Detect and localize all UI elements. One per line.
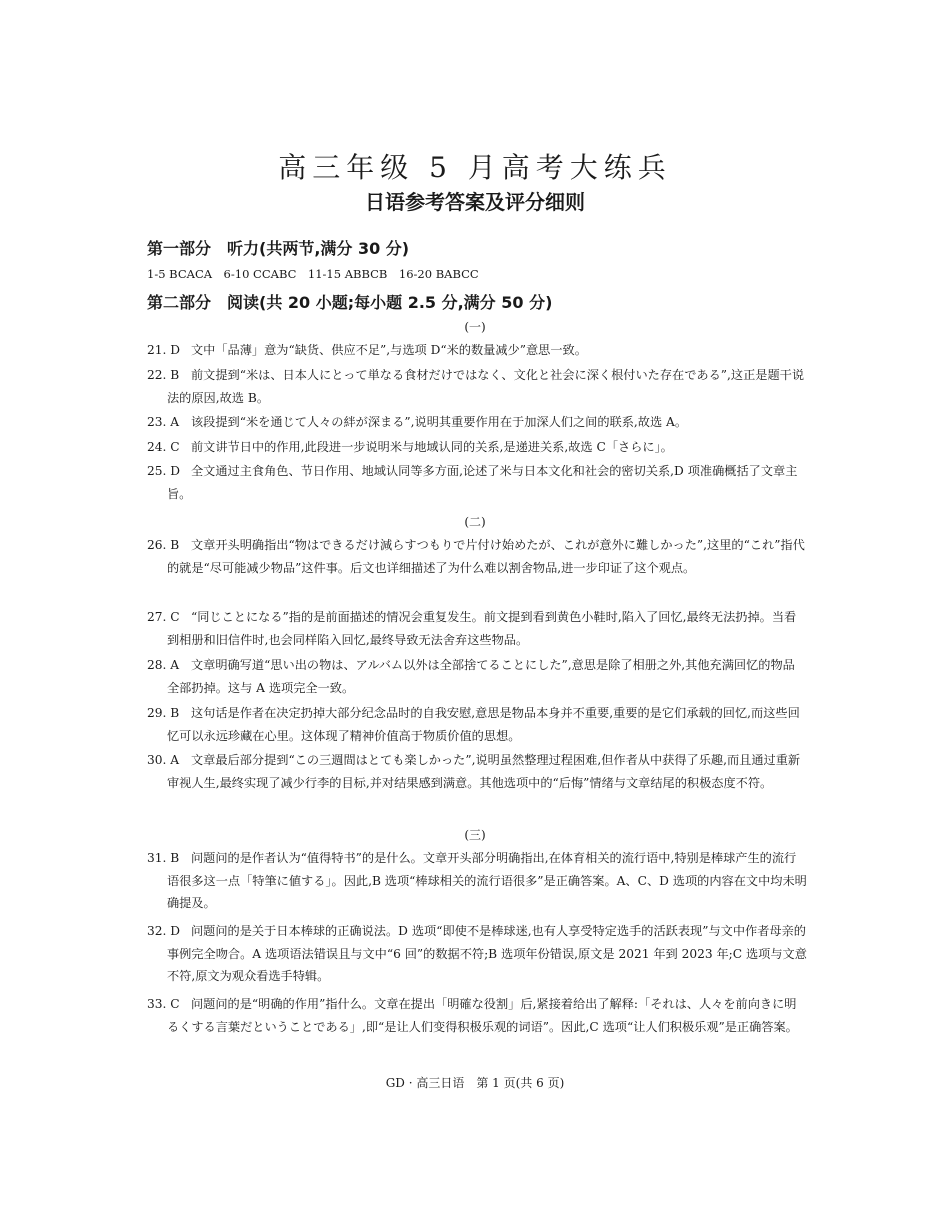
answer-number: 23. A (147, 415, 180, 429)
answer-item (147, 606, 807, 651)
answer-number: 30. A (147, 753, 180, 767)
page-title: 高三年级 5 月高考大练兵 (278, 151, 672, 184)
answer-number: 21. D (147, 343, 181, 357)
answer-number: 31. B (147, 851, 180, 865)
answer-item (147, 411, 807, 434)
answer-item (147, 436, 807, 459)
answer-number: 24. C (147, 440, 180, 454)
page-subtitle: 日语参考答案及评分细则 (365, 190, 585, 214)
part1-heading: 第一部分 听力(共两节,满分 30 分) (147, 239, 410, 258)
answer-item (147, 847, 807, 915)
answer-explanation: 前文提到“米は、日本人にとって単なる食材だけではなく、文化と社会に深く根付いた存在である”,这正是题干说法的原因,故选 B。 (167, 368, 805, 405)
section-marker-3: (三) (464, 828, 486, 842)
answer-explanation: 这句话是作者在决定扔掉大部分纪念品时的自我安慰,意思是物品本身并不重要,重要的是它们承载的回忆,而这些回忆可以永远珍藏在心里。这体现了精神价值高于物质价值的思想。 (167, 706, 800, 743)
answer-item (147, 749, 807, 794)
answer-item (147, 920, 807, 988)
answer-item (147, 654, 807, 699)
answer-explanation: “同じことになる”指的是前面描述的情况会重复发生。前文提到看到黄色小鞋时,陷入了回忆,最终无法扔掉。当看到相册和旧信件时,也会同样陷入回忆,最终导致无法舍弃这些物品。 (167, 610, 797, 647)
answer-number: 26. B (147, 538, 180, 552)
answer-explanation: 全文通过主食角色、节日作用、地域认同等多方面,论述了米与日本文化和社会的密切关系,D 项准确概括了文章主旨。 (167, 464, 798, 501)
answer-number: 32. D (147, 924, 181, 938)
page-footer: GD · 高三日语 第 1 页(共 6 页) (385, 1076, 565, 1090)
answer-number: 29. B (147, 706, 180, 720)
answer-number: 22. B (147, 368, 180, 382)
answer-explanation: 该段提到“米を通じて人々の絆が深まる”,说明其重要作用在于加深人们之间的联系,故选 A。 (191, 415, 688, 429)
answer-item (147, 339, 807, 362)
answer-explanation: 文章最后部分提到“この三週間はとても楽しかった”,说明虽然整理过程困难,但作者从中获得了乐趣,而且通过重新审视人生,最终实现了减少行李的目标,并对结果感到满意。其他选项中的“后悔”情绪与文章结尾的积极态度不符。 (167, 753, 801, 790)
answer-explanation: 文章明确写道“思い出の物は、アルバム以外は全部捨てることにした”,意思是除了相册之外,其他充满回忆的物品全部扔掉。这与 A 选项完全一致。 (167, 658, 795, 695)
answer-item (147, 460, 807, 505)
section-marker-2: (二) (464, 515, 486, 529)
answer-number: 28. A (147, 658, 180, 672)
answer-explanation: 问题问的是关于日本棒球的正确说法。D 选项“即使不是棒球迷,也有人享受特定选手的活跃表现”与文中作者母亲的事例完全吻合。A 选项语法错误且与文中“6 回”的数据不符;B 选项年份错误,原文是 2021 年到 2023 年;C 选项与文意不符,原文为观众看选手特辑。 (167, 924, 807, 983)
answer-number: 25. D (147, 464, 181, 478)
answer-explanation: 文中「品薄」意为“缺货、供应不足”,与选项 D“米的数量减少”意思一致。 (191, 343, 587, 357)
answer-item (147, 364, 807, 409)
answer-explanation: 前文讲节日中的作用,此段进一步说明米与地域认同的关系,是递进关系,故选 C「さらに」。 (191, 440, 673, 454)
answer-item (147, 702, 807, 747)
part2-heading: 第二部分 阅读(共 20 小题;每小题 2.5 分,满分 50 分) (147, 293, 553, 312)
answer-explanation: 文章开头明确指出“物はできるだけ減らすつもりで片付け始めたが、これが意外に難しかった”,这里的“これ”指代的就是“尽可能减少物品”这件事。后文也详细描述了为什么难以割舍物品,进一步印证了这个观点。 (167, 538, 805, 575)
answer-item (147, 534, 807, 579)
answer-number: 27. C (147, 610, 180, 624)
answer-item (147, 993, 807, 1038)
answer-number: 33. C (147, 997, 180, 1011)
listening-answers: 1-5 BCACA 6-10 CCABC 11-15 ABBCB 16-20 BABCC (147, 267, 479, 281)
answer-explanation: 问题问的是“明确的作用”指什么。文章在提出「明確な役割」后,紧接着给出了解释:「それは、人々を前向きに明るくする言葉だということである」,即“是让人们变得积极乐观的词语”。因此,C 选项“让人们积极乐观”是正确答案。 (167, 997, 798, 1034)
section-marker-1: (一) (464, 320, 486, 334)
answer-explanation: 问题问的是作者认为“值得特书”的是什么。文章开头部分明确指出,在体育相关的流行语中,特别是棒球产生的流行语很多这一点「特筆に値する」。因此,B 选项“棒球相关的流行语很多”是正确答案。A、C、D 选项的内容在文中均未明确提及。 (167, 851, 807, 910)
